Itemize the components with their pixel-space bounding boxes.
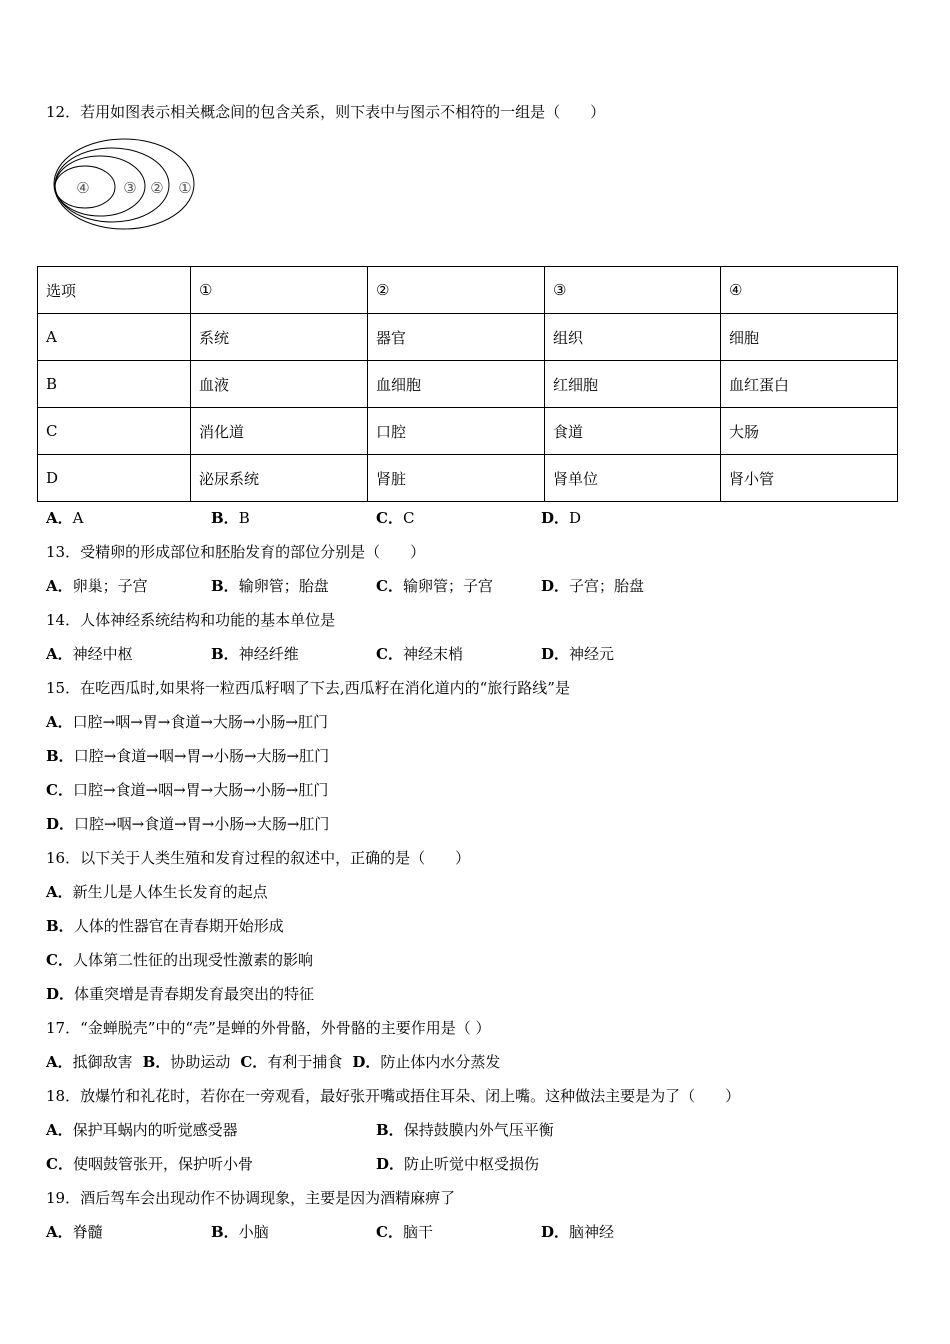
option-text: D (569, 509, 582, 527)
option-d[interactable] (541, 644, 614, 664)
q19-options (46, 1222, 614, 1242)
table-header-cell: 选项 (38, 267, 191, 314)
option-letter: B． (211, 645, 239, 663)
q18-options-row1 (46, 1120, 554, 1140)
option-letter: A． (46, 1223, 73, 1241)
q12-stem: 12．若用如图表示相关概念间的包含关系，则下表中与图示不相符的一组是（ ） (46, 103, 606, 121)
table-cell: 肾单位 (545, 455, 721, 502)
option-c[interactable] (240, 1052, 342, 1072)
option-letter: D． (541, 509, 570, 527)
option-text: 新生儿是人体生长发育的起点 (72, 883, 268, 901)
table-cell: 血液 (191, 361, 368, 408)
option-text: 保持鼓膜内外气压平衡 (403, 1121, 554, 1139)
q12-table (37, 266, 898, 502)
q15-option-c[interactable] (46, 780, 328, 800)
table-header-cell: ③ (545, 267, 721, 314)
option-text: 有利于捕食 (267, 1053, 343, 1071)
option-text: 卵巢；子宫 (72, 577, 148, 595)
q19-stem: 19．酒后驾车会出现动作不协调现象，主要是因为酒精麻痹了 (46, 1189, 456, 1207)
table-cell: 消化道 (191, 408, 368, 455)
table-cell: 系统 (191, 314, 368, 361)
option-text: 防止听觉中枢受损伤 (404, 1155, 540, 1173)
table-cell: C (38, 408, 191, 455)
option-letter: B． (142, 1053, 171, 1071)
q15-option-a[interactable] (46, 712, 328, 732)
option-letter: B． (211, 577, 239, 595)
option-text: A (72, 509, 84, 527)
diagram-label-4: ④ (76, 179, 90, 197)
q16-stem: 16．以下关于人类生殖和发育过程的叙述中，正确的是（ ） (46, 849, 471, 867)
option-text: 保护耳蜗内的听觉感受器 (72, 1121, 238, 1139)
option-letter: D． (46, 985, 75, 1003)
option-text: 口腔→食道→咽→胃→大肠→小肠→肛门 (72, 781, 329, 799)
option-c[interactable] (376, 644, 541, 664)
option-a[interactable] (46, 1120, 376, 1140)
option-text: B (238, 509, 250, 527)
q17-options (46, 1052, 500, 1072)
option-text: 口腔→咽→胃→食道→大肠→小肠→肛门 (72, 713, 329, 731)
option-letter: D． (352, 1053, 381, 1071)
table-row (38, 408, 898, 455)
option-text: 口腔→咽→食道→胃→小肠→大肠→肛门 (74, 815, 330, 833)
option-c[interactable] (376, 508, 541, 528)
option-letter: A． (46, 883, 73, 901)
q15-option-b[interactable] (46, 746, 329, 766)
table-cell: A (38, 314, 191, 361)
q18-stem: 18．放爆竹和礼花时，若你在一旁观看，最好张开嘴或捂住耳朵、闭上嘴。这种做法主要是为了（ ） (46, 1087, 741, 1105)
option-letter: A． (46, 1053, 73, 1071)
q16-option-d[interactable] (46, 984, 314, 1004)
table-header-cell: ④ (721, 267, 898, 314)
q13-stem: 13．受精卵的形成部位和胚胎发育的部位分别是（ ） (46, 543, 426, 561)
option-d[interactable] (376, 1154, 539, 1174)
option-text: 抵御敌害 (72, 1053, 133, 1071)
table-cell: 泌尿系统 (191, 455, 368, 502)
table-cell: 血细胞 (368, 361, 545, 408)
option-a[interactable] (46, 1052, 133, 1072)
q15-stem: 15．在吃西瓜时,如果将一粒西瓜籽咽了下去,西瓜籽在消化道内的“旅行路线”是 (46, 679, 570, 697)
table-row (38, 455, 898, 502)
table-header-cell: ① (191, 267, 368, 314)
option-text: 子宫；胎盘 (569, 577, 645, 595)
option-text: 输卵管；子宫 (402, 577, 493, 595)
option-a[interactable] (46, 644, 211, 664)
q14-stem: 14．人体神经系统结构和功能的基本单位是 (46, 611, 336, 629)
option-letter: C． (376, 1223, 403, 1241)
option-letter: C． (46, 951, 73, 969)
option-letter: D． (541, 1223, 570, 1241)
q12-options (46, 508, 581, 528)
option-letter: C． (240, 1053, 268, 1071)
option-letter: D． (376, 1155, 405, 1173)
option-letter: B． (211, 509, 239, 527)
option-text: 口腔→食道→咽→胃→小肠→大肠→肛门 (73, 747, 330, 765)
option-d[interactable] (352, 1052, 500, 1072)
option-letter: D． (541, 645, 570, 663)
option-b[interactable] (376, 1120, 554, 1140)
option-text: 小脑 (238, 1223, 269, 1241)
option-d[interactable] (541, 576, 644, 596)
option-b[interactable] (211, 576, 376, 596)
option-text: 体重突增是青春期发育最突出的特征 (74, 985, 315, 1003)
option-text: 神经末梢 (402, 645, 463, 663)
table-cell: 组织 (545, 314, 721, 361)
q14-options (46, 644, 614, 664)
table-cell: 红细胞 (545, 361, 721, 408)
option-text: 使咽鼓管张开，保护听小骨 (72, 1155, 253, 1173)
option-text: 输卵管；胎盘 (238, 577, 329, 595)
option-b[interactable] (211, 1222, 376, 1242)
q16-option-b[interactable] (46, 916, 284, 936)
table-cell: D (38, 455, 191, 502)
option-a[interactable] (46, 1222, 211, 1242)
option-letter: C． (376, 509, 403, 527)
table-cell: 血红蛋白 (721, 361, 898, 408)
table-cell: 器官 (368, 314, 545, 361)
option-d[interactable] (541, 1222, 614, 1242)
option-c[interactable] (376, 576, 541, 596)
option-b[interactable] (211, 644, 376, 664)
table-cell: 肾小管 (721, 455, 898, 502)
option-text: 防止体内水分蒸发 (380, 1053, 501, 1071)
option-letter: D． (541, 577, 570, 595)
option-letter: B． (376, 1121, 404, 1139)
table-cell: B (38, 361, 191, 408)
option-letter: C． (376, 645, 403, 663)
table-row (38, 361, 898, 408)
option-letter: A． (46, 509, 73, 527)
q13-options (46, 576, 644, 596)
diagram-label-1: ① (178, 179, 192, 197)
option-letter: A． (46, 713, 73, 731)
option-text: C (402, 509, 415, 527)
table-cell: 大肠 (721, 408, 898, 455)
table-cell: 肾脏 (368, 455, 545, 502)
q16-option-a[interactable] (46, 882, 268, 902)
option-letter: C． (376, 577, 403, 595)
option-b[interactable] (211, 508, 376, 528)
table-cell: 食道 (545, 408, 721, 455)
option-text: 神经中枢 (72, 645, 133, 663)
diagram-label-2: ② (150, 179, 164, 197)
table-header-row (38, 267, 898, 314)
option-letter: C． (46, 781, 73, 799)
option-text: 神经元 (569, 645, 615, 663)
option-letter: D． (46, 815, 75, 833)
option-b[interactable] (143, 1052, 231, 1072)
option-letter: A． (46, 577, 73, 595)
option-text: 脑神经 (569, 1223, 615, 1241)
option-text: 脑干 (402, 1223, 433, 1241)
q17-stem: 17．“金蝉脱壳”中的“壳”是蝉的外骨骼，外骨骼的主要作用是（ ） (46, 1019, 491, 1037)
table-row (38, 314, 898, 361)
q16-option-c[interactable] (46, 950, 313, 970)
option-c[interactable] (376, 1222, 541, 1242)
q15-option-d[interactable] (46, 814, 329, 834)
nested-ellipse-diagram (52, 136, 212, 232)
option-text: 协助运动 (170, 1053, 231, 1071)
option-c[interactable] (46, 1154, 376, 1174)
table-header-cell: ② (368, 267, 545, 314)
option-letter: B． (46, 747, 74, 765)
option-letter: B． (46, 917, 74, 935)
q18-options-row2 (46, 1154, 539, 1174)
option-letter: B． (211, 1223, 239, 1241)
option-d[interactable] (541, 508, 581, 528)
option-letter: C． (46, 1155, 73, 1173)
option-a[interactable] (46, 576, 211, 596)
option-letter: A． (46, 1121, 73, 1139)
option-text: 人体第二性征的出现受性激素的影响 (72, 951, 313, 969)
table-cell: 细胞 (721, 314, 898, 361)
table-cell: 口腔 (368, 408, 545, 455)
option-a[interactable] (46, 508, 211, 528)
option-text: 神经纤维 (238, 645, 299, 663)
option-text: 人体的性器官在青春期开始形成 (73, 917, 284, 935)
option-letter: A． (46, 645, 73, 663)
option-text: 脊髓 (72, 1223, 103, 1241)
diagram-label-3: ③ (123, 179, 137, 197)
